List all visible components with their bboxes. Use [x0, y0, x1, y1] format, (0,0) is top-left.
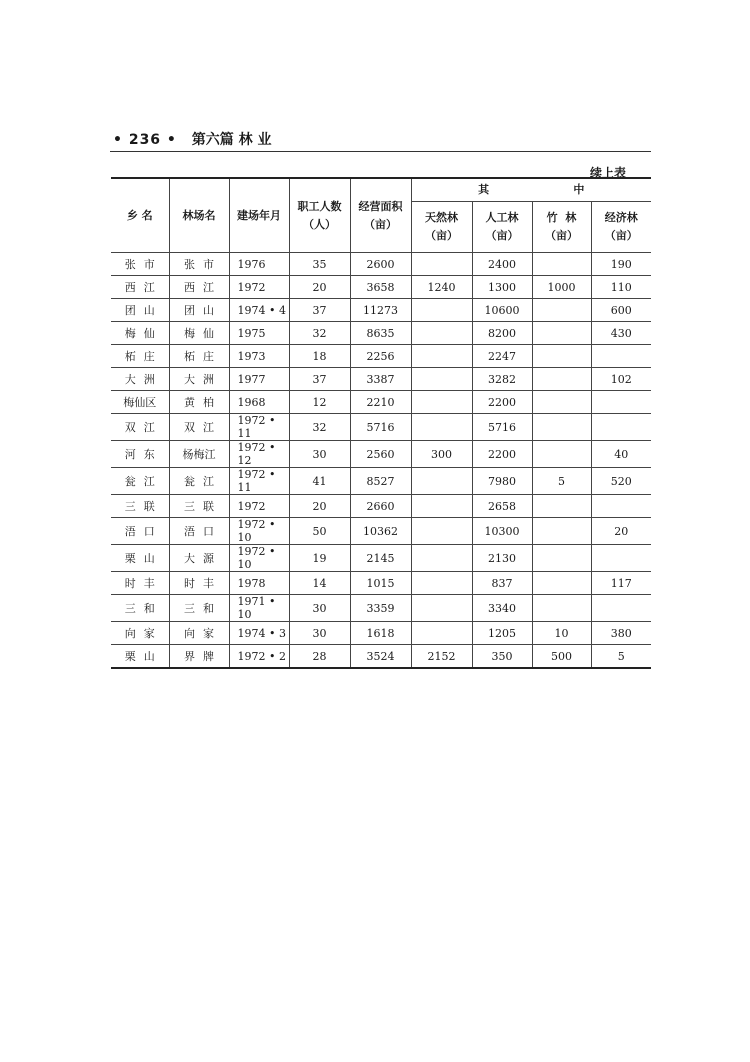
table-row: [111, 253, 651, 276]
cell-economic: [591, 391, 651, 414]
header-natural: [411, 202, 472, 253]
cell-artificial: 5716: [472, 414, 532, 441]
cell-year: 1975: [229, 322, 289, 345]
cell-artificial: 2247: [472, 345, 532, 368]
header-area: [350, 178, 411, 253]
cell-area: 3387: [350, 368, 411, 391]
cell-area: 2145: [350, 545, 411, 572]
cell-artificial: 2200: [472, 441, 532, 468]
cell-year: 1972 • 10: [229, 545, 289, 572]
header-township: 乡 名: [111, 178, 169, 253]
cell-staff: 30: [289, 622, 350, 645]
cell-area: 8527: [350, 468, 411, 495]
table-row: [111, 545, 651, 572]
cell-year: 1974 • 4: [229, 299, 289, 322]
table-row: [111, 595, 651, 622]
header-area-unit: （亩）: [364, 217, 397, 231]
continued-label: 续上表: [590, 166, 627, 180]
cell-economic: 600: [591, 299, 651, 322]
cell-artificial: 8200: [472, 322, 532, 345]
cell-artificial: 3340: [472, 595, 532, 622]
cell-natural: [411, 572, 472, 595]
cell-staff: 20: [289, 276, 350, 299]
table-row: [111, 572, 651, 595]
cell-bamboo: [532, 441, 591, 468]
cell-farm: 双江: [169, 414, 229, 441]
cell-staff: 35: [289, 253, 350, 276]
table-row: [111, 468, 651, 495]
cell-bamboo: [532, 345, 591, 368]
cell-artificial: 2130: [472, 545, 532, 572]
cell-staff: 37: [289, 368, 350, 391]
cell-area: 5716: [350, 414, 411, 441]
cell-staff: 14: [289, 572, 350, 595]
cell-staff: 20: [289, 495, 350, 518]
cell-natural: [411, 622, 472, 645]
table-row: [111, 495, 651, 518]
cell-year: 1976: [229, 253, 289, 276]
cell-year: 1972 • 11: [229, 468, 289, 495]
cell-area: 8635: [350, 322, 411, 345]
cell-area: 3524: [350, 645, 411, 669]
table-row: [111, 345, 651, 368]
cell-natural: [411, 299, 472, 322]
table-row: [111, 391, 651, 414]
header-rule: [110, 151, 651, 152]
header-staff: [289, 178, 350, 253]
page-header: [113, 129, 650, 149]
cell-area: 10362: [350, 518, 411, 545]
cell-natural: [411, 368, 472, 391]
cell-farm: 杨梅江: [169, 441, 229, 468]
header-group: 其 中: [411, 178, 651, 202]
cell-area: 2560: [350, 441, 411, 468]
cell-staff: 32: [289, 322, 350, 345]
header-economic-label: 经济林: [604, 211, 638, 224]
cell-farm: 梅仙: [169, 322, 229, 345]
cell-township: 双江: [111, 414, 169, 441]
cell-artificial: 2200: [472, 391, 532, 414]
cell-township: 柘庄: [111, 345, 169, 368]
table-row: [111, 645, 651, 669]
cell-year: 1972 • 12: [229, 441, 289, 468]
cell-bamboo: 500: [532, 645, 591, 669]
cell-township: 团山: [111, 299, 169, 322]
cell-year: 1972 • 11: [229, 414, 289, 441]
cell-artificial: 3282: [472, 368, 532, 391]
cell-area: 1015: [350, 572, 411, 595]
cell-economic: [591, 545, 651, 572]
cell-staff: 19: [289, 545, 350, 572]
cell-bamboo: [532, 368, 591, 391]
header-farm: 林场名: [169, 178, 229, 253]
cell-economic: 117: [591, 572, 651, 595]
cell-year: 1978: [229, 572, 289, 595]
cell-artificial: 2658: [472, 495, 532, 518]
cell-township: 三和: [111, 595, 169, 622]
cell-township: 瓮江: [111, 468, 169, 495]
table-row: [111, 414, 651, 441]
header-natural-unit: （亩）: [425, 229, 458, 242]
cell-farm: 张市: [169, 253, 229, 276]
cell-township: 栗山: [111, 545, 169, 572]
cell-township: 栗山: [111, 645, 169, 669]
cell-year: 1972: [229, 276, 289, 299]
header-natural-label: 天然林: [425, 211, 458, 224]
cell-farm: 界牌: [169, 645, 229, 669]
cell-year: 1972 • 10: [229, 518, 289, 545]
cell-township: 河东: [111, 441, 169, 468]
cell-year: 1973: [229, 345, 289, 368]
cell-year: 1977: [229, 368, 289, 391]
cell-area: 2600: [350, 253, 411, 276]
cell-staff: 41: [289, 468, 350, 495]
cell-bamboo: [532, 391, 591, 414]
cell-farm: 团山: [169, 299, 229, 322]
header-economic-unit: （亩）: [604, 229, 638, 242]
cell-economic: 110: [591, 276, 651, 299]
cell-economic: [591, 345, 651, 368]
page-number: • 236 •: [113, 132, 177, 148]
cell-year: 1972: [229, 495, 289, 518]
header-bamboo-unit: （亩）: [545, 229, 578, 242]
cell-economic: 520: [591, 468, 651, 495]
cell-artificial: 10300: [472, 518, 532, 545]
header-bamboo-label: 竹 林: [546, 211, 577, 224]
cell-staff: 37: [289, 299, 350, 322]
cell-natural: [411, 468, 472, 495]
cell-bamboo: 1000: [532, 276, 591, 299]
header-economic: [591, 202, 651, 253]
cell-bamboo: [532, 495, 591, 518]
forest-farm-table: [111, 177, 651, 669]
cell-township: 梅仙区: [111, 391, 169, 414]
cell-township: 浯口: [111, 518, 169, 545]
cell-farm: 大源: [169, 545, 229, 572]
cell-bamboo: 10: [532, 622, 591, 645]
cell-bamboo: [532, 253, 591, 276]
header-bamboo: [532, 202, 591, 253]
table-row: [111, 322, 651, 345]
cell-township: 时丰: [111, 572, 169, 595]
cell-township: 西江: [111, 276, 169, 299]
cell-economic: 190: [591, 253, 651, 276]
header-staff-label: 职工人数: [297, 199, 342, 213]
cell-artificial: 1300: [472, 276, 532, 299]
cell-farm: 黄柏: [169, 391, 229, 414]
cell-area: 11273: [350, 299, 411, 322]
cell-bamboo: [532, 322, 591, 345]
cell-economic: 430: [591, 322, 651, 345]
cell-area: 1618: [350, 622, 411, 645]
cell-staff: 50: [289, 518, 350, 545]
table-row: [111, 518, 651, 545]
section-title: 第六篇 林 业: [191, 132, 272, 148]
cell-year: 1974 • 3: [229, 622, 289, 645]
cell-area: 3359: [350, 595, 411, 622]
cell-year: 1971 • 10: [229, 595, 289, 622]
cell-natural: 300: [411, 441, 472, 468]
cell-artificial: 1205: [472, 622, 532, 645]
cell-bamboo: 5: [532, 468, 591, 495]
header-artificial: [472, 202, 532, 253]
cell-artificial: 7980: [472, 468, 532, 495]
cell-farm: 柘庄: [169, 345, 229, 368]
cell-farm: 西江: [169, 276, 229, 299]
cell-economic: 102: [591, 368, 651, 391]
cell-township: 三联: [111, 495, 169, 518]
cell-economic: [591, 414, 651, 441]
cell-year: 1968: [229, 391, 289, 414]
table-body: [111, 253, 651, 669]
table-row: [111, 299, 651, 322]
cell-farm: 向家: [169, 622, 229, 645]
cell-township: 张市: [111, 253, 169, 276]
cell-bamboo: [532, 518, 591, 545]
cell-natural: [411, 414, 472, 441]
cell-staff: 30: [289, 595, 350, 622]
cell-farm: 三联: [169, 495, 229, 518]
cell-economic: 5: [591, 645, 651, 669]
header-artificial-label: 人工林: [485, 211, 519, 224]
cell-natural: [411, 495, 472, 518]
cell-year: 1972 • 2: [229, 645, 289, 669]
cell-artificial: 837: [472, 572, 532, 595]
cell-economic: 20: [591, 518, 651, 545]
cell-bamboo: [532, 595, 591, 622]
cell-economic: 380: [591, 622, 651, 645]
cell-artificial: 10600: [472, 299, 532, 322]
cell-natural: [411, 545, 472, 572]
header-area-label: 经营面积: [358, 199, 403, 213]
cell-artificial: 350: [472, 645, 532, 669]
cell-area: 2660: [350, 495, 411, 518]
cell-staff: 30: [289, 441, 350, 468]
table-row: [111, 276, 651, 299]
cell-economic: 40: [591, 441, 651, 468]
cell-farm: 瓮江: [169, 468, 229, 495]
cell-natural: [411, 391, 472, 414]
table-row: [111, 368, 651, 391]
cell-natural: [411, 345, 472, 368]
cell-area: 3658: [350, 276, 411, 299]
cell-farm: 浯口: [169, 518, 229, 545]
cell-area: 2256: [350, 345, 411, 368]
cell-natural: [411, 322, 472, 345]
cell-staff: 28: [289, 645, 350, 669]
cell-natural: [411, 253, 472, 276]
cell-bamboo: [532, 572, 591, 595]
header-year: 建场年月: [229, 178, 289, 253]
header-staff-unit: （人）: [303, 217, 336, 231]
cell-artificial: 2400: [472, 253, 532, 276]
cell-township: 大洲: [111, 368, 169, 391]
cell-area: 2210: [350, 391, 411, 414]
cell-farm: 大洲: [169, 368, 229, 391]
cell-bamboo: [532, 299, 591, 322]
cell-township: 梅仙: [111, 322, 169, 345]
cell-staff: 32: [289, 414, 350, 441]
cell-economic: [591, 595, 651, 622]
cell-staff: 12: [289, 391, 350, 414]
cell-natural: [411, 595, 472, 622]
cell-natural: [411, 518, 472, 545]
table-row: [111, 622, 651, 645]
cell-natural: 1240: [411, 276, 472, 299]
table-row: [111, 441, 651, 468]
header-artificial-unit: （亩）: [485, 229, 519, 242]
cell-staff: 18: [289, 345, 350, 368]
cell-bamboo: [532, 545, 591, 572]
cell-natural: 2152: [411, 645, 472, 669]
cell-farm: 三和: [169, 595, 229, 622]
cell-bamboo: [532, 414, 591, 441]
cell-economic: [591, 495, 651, 518]
cell-township: 向家: [111, 622, 169, 645]
cell-farm: 时丰: [169, 572, 229, 595]
